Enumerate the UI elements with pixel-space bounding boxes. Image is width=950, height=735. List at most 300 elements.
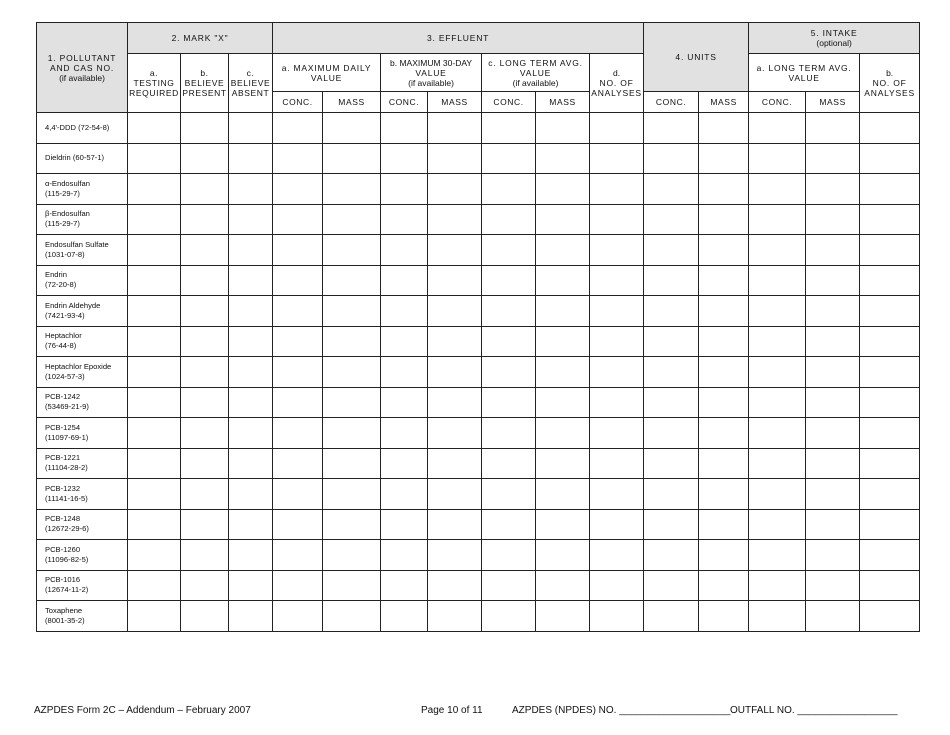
believe-present-cell[interactable] [181, 540, 229, 571]
intake-no-of-analyses-cell[interactable] [860, 601, 920, 632]
max-daily-conc-cell[interactable] [273, 601, 323, 632]
testing-required-cell[interactable] [128, 326, 181, 357]
max-30day-mass-cell[interactable] [428, 265, 482, 296]
intake-no-of-analyses-cell[interactable] [860, 265, 920, 296]
pollutant-cell [37, 265, 128, 296]
long-term-avg-mass-cell[interactable] [536, 143, 590, 174]
intake-mass-cell[interactable] [806, 601, 860, 632]
max-daily-conc-cell[interactable] [273, 204, 323, 235]
no-of-analyses-cell[interactable] [590, 113, 644, 144]
believe-absent-cell[interactable] [229, 326, 273, 357]
intake-conc-cell[interactable] [749, 479, 806, 510]
believe-absent-cell[interactable] [229, 357, 273, 388]
units-mass-cell[interactable] [699, 357, 749, 388]
intake-mass-cell[interactable] [806, 570, 860, 601]
mark-x-header: 2. MARK "X" [128, 23, 273, 54]
intake-mass-cell[interactable] [806, 387, 860, 418]
max-30day-mass-cell[interactable] [428, 570, 482, 601]
pollutant-name: Heptachlor [45, 331, 82, 341]
units-mass-cell[interactable] [699, 113, 749, 144]
believe-present-cell[interactable] [181, 357, 229, 388]
max-30day-mass-cell[interactable] [428, 540, 482, 571]
max-daily-mass-cell[interactable] [323, 479, 381, 510]
table-row [37, 113, 920, 144]
long-term-avg-mass-cell[interactable] [536, 479, 590, 510]
effluent-a-mass-header: MASS [323, 92, 381, 113]
units-mass-cell[interactable] [699, 448, 749, 479]
max-30day-mass-cell[interactable] [428, 113, 482, 144]
intake-mass-cell[interactable] [806, 448, 860, 479]
intake-conc-cell[interactable] [749, 387, 806, 418]
intake-no-of-analyses-cell[interactable] [860, 326, 920, 357]
believe-absent-cell[interactable] [229, 448, 273, 479]
intake-mass-cell[interactable] [806, 357, 860, 388]
no-of-analyses-cell[interactable] [590, 570, 644, 601]
testing-required-cell[interactable] [128, 113, 181, 144]
long-term-avg-mass-cell[interactable] [536, 113, 590, 144]
pollutant-name: PCB-1260 [45, 544, 81, 554]
units-conc-cell[interactable] [644, 204, 699, 235]
intake-mass-cell[interactable] [806, 235, 860, 266]
pollutant-cell [37, 113, 128, 144]
believe-present-cell[interactable] [181, 265, 229, 296]
max-daily-conc-cell[interactable] [273, 448, 323, 479]
units-mass-cell[interactable] [699, 387, 749, 418]
believe-absent-cell[interactable] [229, 296, 273, 327]
long-term-avg-conc-cell[interactable] [482, 296, 536, 327]
max-daily-mass-cell[interactable] [323, 540, 381, 571]
max-daily-conc-cell[interactable] [273, 540, 323, 571]
units-mass-cell[interactable] [699, 601, 749, 632]
max-daily-mass-cell[interactable] [323, 143, 381, 174]
long-term-avg-conc-cell[interactable] [482, 509, 536, 540]
no-of-analyses-cell[interactable] [590, 479, 644, 510]
no-of-analyses-cell[interactable] [590, 509, 644, 540]
testing-required-cell[interactable] [128, 509, 181, 540]
long-term-avg-conc-cell[interactable] [482, 265, 536, 296]
intake-no-of-analyses-cell[interactable] [860, 509, 920, 540]
no-of-analyses-cell[interactable] [590, 296, 644, 327]
pollutant-name: α-Endosulfan [45, 178, 90, 188]
intake-no-of-analyses-cell[interactable] [860, 448, 920, 479]
units-conc-cell[interactable] [644, 265, 699, 296]
believe-absent-cell[interactable] [229, 601, 273, 632]
max-30day-mass-cell[interactable] [428, 357, 482, 388]
max-30day-conc-cell[interactable] [381, 601, 428, 632]
pollutant-name: Endosulfan Sulfate [45, 239, 109, 249]
believe-absent-cell[interactable] [229, 235, 273, 266]
no-of-analyses-cell[interactable] [590, 143, 644, 174]
intake-conc-cell[interactable] [749, 143, 806, 174]
max-daily-mass-cell[interactable] [323, 387, 381, 418]
units-conc-cell[interactable] [644, 479, 699, 510]
max-daily-mass-cell[interactable] [323, 326, 381, 357]
testing-required-cell[interactable] [128, 418, 181, 449]
max-30day-conc-cell[interactable] [381, 296, 428, 327]
long-term-avg-mass-cell[interactable] [536, 174, 590, 205]
units-conc-cell[interactable] [644, 540, 699, 571]
max-daily-conc-cell[interactable] [273, 296, 323, 327]
units-mass-cell[interactable] [699, 143, 749, 174]
max-30day-mass-cell[interactable] [428, 387, 482, 418]
believe-absent-cell[interactable] [229, 143, 273, 174]
max-daily-conc-cell[interactable] [273, 143, 323, 174]
believe-present-cell[interactable] [181, 601, 229, 632]
pollutant-cell [37, 174, 128, 205]
intake-mass-cell[interactable] [806, 113, 860, 144]
long-term-avg-conc-cell[interactable] [482, 143, 536, 174]
pollutant-rows [37, 113, 920, 632]
testing-required-cell[interactable] [128, 387, 181, 418]
max-daily-conc-cell[interactable] [273, 570, 323, 601]
max-30day-mass-cell[interactable] [428, 296, 482, 327]
permit-number-field[interactable]: AZPDES (NPDES) NO. ____________________ [512, 705, 731, 716]
units-conc-cell[interactable] [644, 448, 699, 479]
intake-conc-cell[interactable] [749, 418, 806, 449]
long-term-avg-mass-cell[interactable] [536, 265, 590, 296]
no-of-analyses-cell[interactable] [590, 540, 644, 571]
no-of-analyses-cell[interactable] [590, 326, 644, 357]
no-of-analyses-cell[interactable] [590, 204, 644, 235]
intake-mass-cell[interactable] [806, 479, 860, 510]
max-daily-conc-cell[interactable] [273, 509, 323, 540]
max-daily-mass-cell[interactable] [323, 296, 381, 327]
max-30day-conc-cell[interactable] [381, 448, 428, 479]
intake-mass-cell[interactable] [806, 265, 860, 296]
max-30day-conc-cell[interactable] [381, 143, 428, 174]
intake-conc-cell[interactable] [749, 570, 806, 601]
intake-conc-cell[interactable] [749, 601, 806, 632]
units-conc-cell[interactable] [644, 509, 699, 540]
believe-absent-cell[interactable] [229, 265, 273, 296]
long-term-avg-header: c. LONG TERM AVG. VALUE (if available) [482, 54, 590, 92]
long-term-avg-conc-cell[interactable] [482, 326, 536, 357]
intake-no-of-analyses-cell[interactable] [860, 143, 920, 174]
believe-present-cell[interactable] [181, 296, 229, 327]
testing-required-cell[interactable] [128, 204, 181, 235]
believe-present-header: b. BELIEVE PRESENT [181, 54, 229, 113]
intake-mass-cell[interactable] [806, 418, 860, 449]
max-daily-mass-cell[interactable] [323, 601, 381, 632]
believe-absent-cell[interactable] [229, 479, 273, 510]
intake-conc-cell[interactable] [749, 113, 806, 144]
testing-required-cell[interactable] [128, 265, 181, 296]
units-mass-cell[interactable] [699, 570, 749, 601]
intake-no-of-analyses-cell[interactable] [860, 174, 920, 205]
max-daily-conc-cell[interactable] [273, 418, 323, 449]
max-30day-conc-cell[interactable] [381, 387, 428, 418]
testing-required-cell[interactable] [128, 540, 181, 571]
max-daily-mass-cell[interactable] [323, 204, 381, 235]
long-term-avg-mass-cell[interactable] [536, 357, 590, 388]
believe-absent-cell[interactable] [229, 509, 273, 540]
units-conc-cell[interactable] [644, 387, 699, 418]
max-30day-conc-cell[interactable] [381, 174, 428, 205]
intake-no-of-analyses-cell[interactable] [860, 235, 920, 266]
pollutant-name: Dieldrin (60-57-1) [45, 153, 105, 163]
units-mass-cell[interactable] [699, 296, 749, 327]
long-term-avg-conc-cell[interactable] [482, 204, 536, 235]
table-row [37, 204, 920, 235]
max-daily-conc-cell[interactable] [273, 387, 323, 418]
long-term-avg-mass-cell[interactable] [536, 570, 590, 601]
max-30day-conc-cell[interactable] [381, 357, 428, 388]
max-30day-mass-cell[interactable] [428, 601, 482, 632]
pollutant-name: PCB-1232 [45, 483, 81, 493]
believe-absent-cell[interactable] [229, 113, 273, 144]
max-30day-mass-cell[interactable] [428, 509, 482, 540]
units-header: 4. UNITS [644, 23, 749, 92]
long-term-avg-mass-cell[interactable] [536, 387, 590, 418]
max-daily-conc-cell[interactable] [273, 235, 323, 266]
pollutant-cell [37, 357, 128, 388]
believe-absent-cell[interactable] [229, 387, 273, 418]
believe-absent-cell[interactable] [229, 204, 273, 235]
max-daily-mass-cell[interactable] [323, 174, 381, 205]
no-of-analyses-cell[interactable] [590, 448, 644, 479]
max-30day-conc-cell[interactable] [381, 326, 428, 357]
max-30day-conc-cell[interactable] [381, 204, 428, 235]
max-30day-mass-cell[interactable] [428, 479, 482, 510]
page-footer [0, 705, 950, 719]
max-30day-conc-cell[interactable] [381, 570, 428, 601]
believe-present-cell[interactable] [181, 113, 229, 144]
units-mass-cell[interactable] [699, 204, 749, 235]
units-mass-cell[interactable] [699, 235, 749, 266]
max-30day-conc-cell[interactable] [381, 540, 428, 571]
believe-present-cell[interactable] [181, 448, 229, 479]
max-daily-mass-cell[interactable] [323, 265, 381, 296]
effluent-c-mass-header: MASS [536, 92, 590, 113]
intake-mass-cell[interactable] [806, 143, 860, 174]
max-daily-mass-cell[interactable] [323, 357, 381, 388]
long-term-avg-conc-cell[interactable] [482, 479, 536, 510]
intake-no-of-analyses-cell[interactable] [860, 387, 920, 418]
testing-required-cell[interactable] [128, 570, 181, 601]
max-daily-mass-cell[interactable] [323, 570, 381, 601]
max-30day-conc-cell[interactable] [381, 479, 428, 510]
long-term-avg-mass-cell[interactable] [536, 418, 590, 449]
units-conc-cell[interactable] [644, 174, 699, 205]
table-row [37, 357, 920, 388]
no-of-analyses-cell[interactable] [590, 235, 644, 266]
believe-present-cell[interactable] [181, 204, 229, 235]
intake-no-of-analyses-cell[interactable] [860, 296, 920, 327]
intake-mass-cell[interactable] [806, 204, 860, 235]
max-daily-mass-cell[interactable] [323, 418, 381, 449]
intake-mass-header: MASS [806, 92, 860, 113]
pollutant-name: PCB-1248 [45, 514, 81, 524]
long-term-avg-mass-cell[interactable] [536, 204, 590, 235]
intake-conc-cell[interactable] [749, 509, 806, 540]
intake-conc-cell[interactable] [749, 174, 806, 205]
long-term-avg-mass-cell[interactable] [536, 540, 590, 571]
max-daily-conc-cell[interactable] [273, 265, 323, 296]
intake-no-of-analyses-cell[interactable] [860, 570, 920, 601]
no-of-analyses-cell[interactable] [590, 601, 644, 632]
intake-no-of-analyses-cell[interactable] [860, 479, 920, 510]
intake-no-of-analyses-cell[interactable] [860, 357, 920, 388]
long-term-avg-conc-cell[interactable] [482, 601, 536, 632]
intake-mass-cell[interactable] [806, 174, 860, 205]
testing-required-cell[interactable] [128, 479, 181, 510]
max-daily-mass-cell[interactable] [323, 509, 381, 540]
units-conc-cell[interactable] [644, 296, 699, 327]
intake-header: 5. INTAKE (optional) [749, 23, 920, 54]
pollutant-cas-number: (53469-21-9) [45, 402, 89, 412]
pollutant-name: PCB-1254 [45, 422, 81, 432]
intake-no-of-analyses-cell[interactable] [860, 418, 920, 449]
max-30day-header: b. MAXIMUM 30-DAY VALUE (if available) [381, 54, 482, 92]
no-of-analyses-cell[interactable] [590, 174, 644, 205]
pollutant-cas-number: (115-29-7) [45, 219, 80, 229]
units-mass-cell[interactable] [699, 479, 749, 510]
units-mass-cell[interactable] [699, 326, 749, 357]
long-term-avg-conc-cell[interactable] [482, 174, 536, 205]
units-conc-cell[interactable] [644, 357, 699, 388]
max-daily-conc-cell[interactable] [273, 479, 323, 510]
units-conc-cell[interactable] [644, 143, 699, 174]
pollutant-cas-number: (8001-35-2) [45, 615, 85, 625]
pollutant-cas-number: (11104-28-2) [45, 463, 88, 473]
long-term-avg-mass-cell[interactable] [536, 326, 590, 357]
believe-absent-cell[interactable] [229, 540, 273, 571]
units-conc-cell[interactable] [644, 418, 699, 449]
units-mass-cell[interactable] [699, 265, 749, 296]
long-term-avg-conc-cell[interactable] [482, 357, 536, 388]
intake-long-term-avg-header: a. LONG TERM AVG. VALUE [749, 54, 860, 92]
believe-present-cell[interactable] [181, 143, 229, 174]
max-daily-mass-cell[interactable] [323, 235, 381, 266]
max-daily-conc-cell[interactable] [273, 357, 323, 388]
units-conc-cell[interactable] [644, 113, 699, 144]
intake-no-of-analyses-cell[interactable] [860, 540, 920, 571]
long-term-avg-conc-cell[interactable] [482, 418, 536, 449]
intake-mass-cell[interactable] [806, 296, 860, 327]
believe-present-cell[interactable] [181, 326, 229, 357]
max-daily-conc-cell[interactable] [273, 326, 323, 357]
no-of-analyses-cell[interactable] [590, 418, 644, 449]
intake-conc-cell[interactable] [749, 357, 806, 388]
units-mass-cell[interactable] [699, 509, 749, 540]
max-daily-mass-cell[interactable] [323, 113, 381, 144]
table-row [37, 174, 920, 205]
long-term-avg-mass-cell[interactable] [536, 601, 590, 632]
believe-present-cell[interactable] [181, 509, 229, 540]
intake-conc-cell[interactable] [749, 326, 806, 357]
intake-conc-cell[interactable] [749, 448, 806, 479]
units-conc-cell[interactable] [644, 570, 699, 601]
max-30day-conc-cell[interactable] [381, 113, 428, 144]
max-30day-conc-cell[interactable] [381, 265, 428, 296]
table-row [37, 448, 920, 479]
testing-required-cell[interactable] [128, 143, 181, 174]
testing-required-cell[interactable] [128, 296, 181, 327]
long-term-avg-mass-cell[interactable] [536, 509, 590, 540]
long-term-avg-conc-cell[interactable] [482, 235, 536, 266]
believe-present-cell[interactable] [181, 235, 229, 266]
max-30day-mass-cell[interactable] [428, 204, 482, 235]
believe-present-cell[interactable] [181, 418, 229, 449]
long-term-avg-conc-cell[interactable] [482, 448, 536, 479]
max-30day-mass-cell[interactable] [428, 235, 482, 266]
pollutant-cell [37, 479, 128, 510]
believe-present-cell[interactable] [181, 174, 229, 205]
believe-present-cell[interactable] [181, 479, 229, 510]
intake-mass-cell[interactable] [806, 540, 860, 571]
intake-no-of-analyses-cell[interactable] [860, 113, 920, 144]
max-daily-conc-cell[interactable] [273, 113, 323, 144]
table-row [37, 479, 920, 510]
max-30day-mass-cell[interactable] [428, 143, 482, 174]
testing-required-header: a. TESTING REQUIRED [128, 54, 181, 113]
max-30day-mass-cell[interactable] [428, 174, 482, 205]
long-term-avg-conc-cell[interactable] [482, 387, 536, 418]
long-term-avg-conc-cell[interactable] [482, 113, 536, 144]
intake-conc-cell[interactable] [749, 265, 806, 296]
max-daily-conc-cell[interactable] [273, 174, 323, 205]
believe-absent-cell[interactable] [229, 174, 273, 205]
intake-conc-cell[interactable] [749, 235, 806, 266]
units-mass-cell[interactable] [699, 540, 749, 571]
intake-conc-cell[interactable] [749, 296, 806, 327]
max-30day-mass-cell[interactable] [428, 418, 482, 449]
believe-absent-cell[interactable] [229, 570, 273, 601]
long-term-avg-conc-cell[interactable] [482, 540, 536, 571]
believe-present-cell[interactable] [181, 387, 229, 418]
intake-mass-cell[interactable] [806, 326, 860, 357]
intake-no-of-analyses-header: b. NO. OF ANALYSES [860, 54, 920, 113]
long-term-avg-mass-cell[interactable] [536, 235, 590, 266]
pollutant-cas-number: (7421-93-4) [45, 310, 85, 320]
believe-absent-cell[interactable] [229, 418, 273, 449]
units-mass-cell[interactable] [699, 174, 749, 205]
intake-conc-cell[interactable] [749, 540, 806, 571]
pollutant-header: 1. POLLUTANT AND CAS NO. (if available) [37, 23, 128, 113]
units-mass-cell[interactable] [699, 418, 749, 449]
testing-required-cell[interactable] [128, 601, 181, 632]
max-daily-mass-cell[interactable] [323, 448, 381, 479]
table-row [37, 387, 920, 418]
intake-mass-cell[interactable] [806, 509, 860, 540]
intake-conc-cell[interactable] [749, 204, 806, 235]
intake-no-of-analyses-cell[interactable] [860, 204, 920, 235]
testing-required-cell[interactable] [128, 357, 181, 388]
max-30day-mass-cell[interactable] [428, 448, 482, 479]
pollutant-cas-number: (12672-29-6) [45, 524, 89, 534]
units-conc-cell[interactable] [644, 235, 699, 266]
no-of-analyses-cell[interactable] [590, 265, 644, 296]
no-of-analyses-cell[interactable] [590, 387, 644, 418]
units-conc-cell[interactable] [644, 326, 699, 357]
testing-required-cell[interactable] [128, 174, 181, 205]
max-30day-conc-cell[interactable] [381, 418, 428, 449]
pollutant-cell [37, 418, 128, 449]
max-30day-mass-cell[interactable] [428, 326, 482, 357]
max-30day-conc-cell[interactable] [381, 509, 428, 540]
units-conc-cell[interactable] [644, 601, 699, 632]
outfall-number-field[interactable]: OUTFALL NO. __________________ [730, 705, 898, 716]
max-30day-conc-cell[interactable] [381, 235, 428, 266]
no-of-analyses-cell[interactable] [590, 357, 644, 388]
long-term-avg-conc-cell[interactable] [482, 570, 536, 601]
long-term-avg-mass-cell[interactable] [536, 448, 590, 479]
testing-required-cell[interactable] [128, 448, 181, 479]
pollutant-name: Heptachlor Epoxide [45, 361, 112, 371]
believe-present-cell[interactable] [181, 570, 229, 601]
long-term-avg-mass-cell[interactable] [536, 296, 590, 327]
testing-required-cell[interactable] [128, 235, 181, 266]
